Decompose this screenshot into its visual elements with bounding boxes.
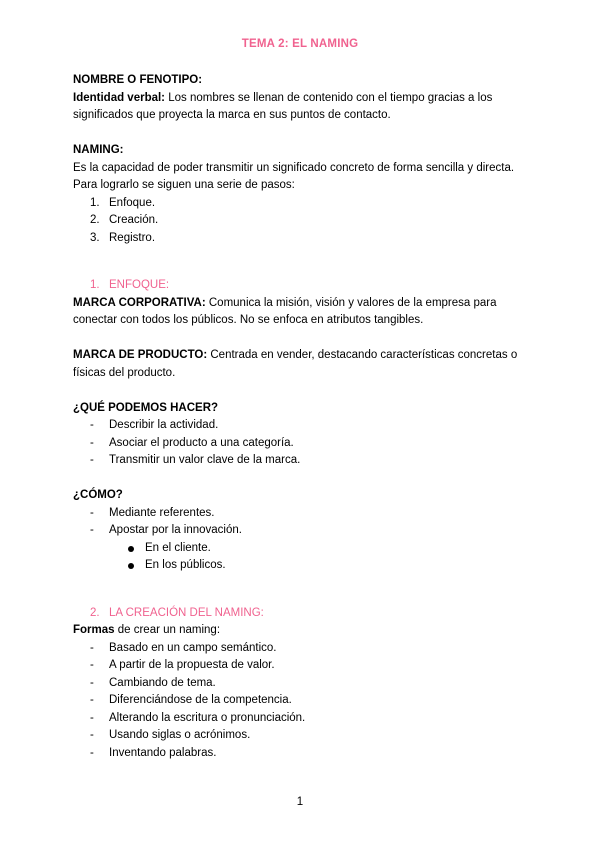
nombre-heading: NOMBRE O FENOTIPO: bbox=[73, 74, 203, 86]
page-number: 1 bbox=[296, 796, 304, 808]
naming-definition: Es la capacidad de poder transmitir un significado concreto de forma sencilla y directa. Para lograrlo se siguen una serie de pasos: bbox=[73, 161, 515, 191]
list-item: - Usando siglas o acrónimos. bbox=[90, 729, 251, 741]
naming-steps-list bbox=[73, 195, 533, 248]
formas-label: Formas bbox=[73, 624, 115, 636]
naming-heading: NAMING: bbox=[73, 144, 124, 156]
list-item: - Mediante referentes. bbox=[90, 506, 215, 519]
marca-producto-label: MARCA DE PRODUCTO: bbox=[73, 349, 208, 361]
list-item: - Alterando la escritura o pronunciación. bbox=[90, 711, 306, 724]
innovacion-sublist bbox=[73, 540, 533, 575]
document-body bbox=[73, 72, 533, 762]
list-item: 2. Creación. bbox=[90, 214, 159, 226]
creacion-section-heading: 2. LA CREACIÓN DEL NAMING: bbox=[90, 606, 264, 619]
list-item: - Basado en un campo semántico. bbox=[90, 641, 277, 654]
list-item: En los públicos. bbox=[128, 557, 533, 575]
list-item: - A partir de la propuesta de valor. bbox=[90, 659, 275, 671]
marca-corporativa-paragraph: MARCA CORPORATIVA: Comunica la misión, visión y valores de la empresa para conectar con todos los públicos. No se enfoca en atributos tangibles. bbox=[73, 296, 497, 326]
list-item: - Describir la actividad. bbox=[90, 419, 219, 431]
formas-paragraph: Formas de crear un naming: bbox=[73, 624, 221, 636]
marca-corporativa-label: MARCA CORPORATIVA: bbox=[73, 296, 206, 309]
formas-list bbox=[73, 640, 533, 763]
identidad-verbal-text: Los nombres se llenan de contenido con el tiempo gracias a los significados que proyecta la marca en sus puntos de contacto. bbox=[73, 91, 493, 121]
list-item: 3. Registro. bbox=[90, 231, 156, 244]
enfoque-section-heading: 1. ENFOQUE: bbox=[90, 279, 170, 291]
bullet-icon bbox=[128, 546, 134, 552]
list-item: - Apostar por la innovación. bbox=[90, 524, 242, 536]
list-item: En el cliente. bbox=[128, 540, 533, 558]
list-item: - Transmitir un valor clave de la marca. bbox=[90, 454, 301, 466]
identidad-verbal-paragraph bbox=[73, 90, 533, 125]
list-item: 1. Enfoque. bbox=[90, 196, 156, 209]
como-list bbox=[73, 505, 533, 540]
bullet-icon bbox=[128, 563, 134, 569]
list-item: - Diferenciándose de la competencia. bbox=[90, 694, 292, 706]
que-podemos-hacer-heading: ¿QUÉ PODEMOS HACER? bbox=[73, 401, 219, 414]
como-heading: ¿CÓMO? bbox=[73, 489, 123, 501]
identidad-verbal-label: Identidad verbal: bbox=[73, 91, 166, 104]
list-item: - Inventando palabras. bbox=[90, 746, 217, 759]
list-item: - Asociar el producto a una categoría. bbox=[90, 436, 294, 449]
page-title: TEMA 2: EL NAMING bbox=[241, 38, 359, 50]
list-item: - Cambiando de tema. bbox=[90, 676, 216, 689]
que-podemos-hacer-list bbox=[73, 417, 533, 470]
marca-producto-paragraph: MARCA DE PRODUCTO: Centrada en vender, destacando características concretas o físicas del producto. bbox=[73, 349, 518, 379]
